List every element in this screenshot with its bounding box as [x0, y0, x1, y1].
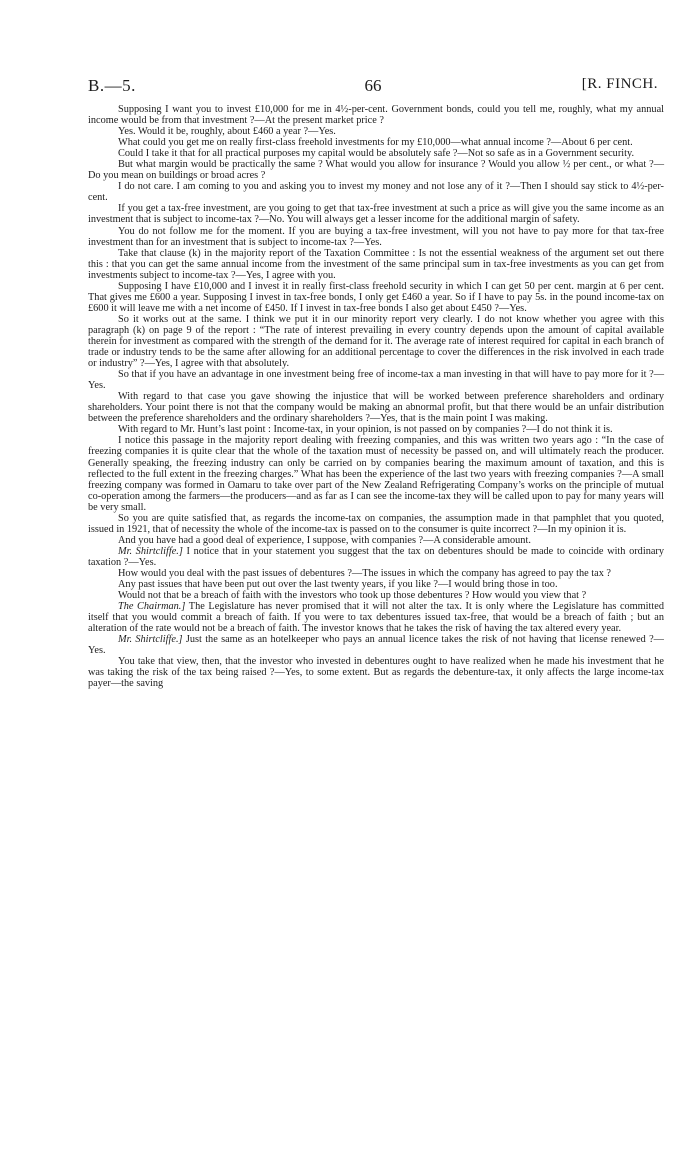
paragraph-text: What could you get me on really first-class freehold investments for my £10,000—what annual income ?—About 6 per cent. — [118, 137, 633, 149]
document-body — [88, 104, 664, 689]
page-number: 66 — [364, 76, 382, 95]
paragraph — [88, 181, 664, 203]
witness-name: [R. FINCH. — [581, 76, 658, 92]
paragraph-text: So you are quite satisfied that, as regards the income-tax on companies, the assumption made in that pamphlet that you quoted, issued in 1921, that of necessity the whole of the income-tax is passed on to the consumer is quite incorrect ?—In my opinion it is. — [88, 512, 664, 535]
paragraph — [88, 203, 664, 225]
paragraph-text: So it works out at the same. I think we put it in our minority report very clearly. I do not know whether you agree with this paragraph (k) on page 9 of the report : “The rate of interest prevailing in every country depends upon the amount of capital available therein for investment as compared with the strength of the demand for it. The average rate of interest required for capital in each branch of trade or industry tends to be the same after allowing for an additional percentage to cover the differences in the risk involved in each trade or industry” ?—Yes, I agree with that absolutely. — [88, 313, 664, 370]
paragraph-text: Just the same as an hotelkeeper who pays an annual licence takes the risk of not having that license renewed ?—Yes. — [88, 634, 664, 657]
paragraph — [88, 513, 664, 535]
paragraph-text: You take that view, then, that the investor who invested in debentures ought to have realized when he made his investment that he was taking the risk of the tax being raised ?—Yes, to some extent. But as regards the debenture-tax, it only affects the large income-tax payer—the saving — [88, 656, 664, 690]
paragraph-text: Supposing I have £10,000 and I invest it in really first-class freehold security in which I can get 50 per cent. margin at 6 per cent. That gives me £600 a year. Supposing I invest in tax-free bonds, I only get £460 a year. So if I have to pay 5s. in the pound income-tax on £600 it will leave me with a net income of £450. If I invest in tax-free bonds I also get about £450 ?—Yes. — [88, 280, 664, 314]
paragraph-text: With regard to Mr. Hunt’s last point : Income-tax, in your opinion, is not passed on by companies ?—I do not think it is. — [118, 424, 613, 436]
paragraph-text: Supposing I want you to invest £10,000 for me in 4½-per-cent. Government bonds, could you tell me, roughly, what my annual income would be from that investment ?—At the present market price ? — [88, 104, 664, 127]
paragraph-text: Could I take it that for all practical purposes my capital would be absolutely safe ?—Not so safe as in a Government security. — [118, 148, 635, 160]
paragraph-text: Take that clause (k) in the majority report of the Taxation Committee : Is not the essential weakness of the argument set out there this : that you can get the same annual income from the investment of the same principal sum in tax-free investments as you can get from investments subject to income-tax ?—Yes, I agree with you. — [88, 247, 664, 281]
paragraph — [88, 590, 664, 601]
paragraph-text: How would you deal with the past issues of debentures ?—The issues in which the company has agreed to pay the tax ? — [118, 567, 611, 579]
paragraph — [88, 281, 664, 314]
paragraph — [88, 535, 664, 546]
report-reference: B.—5. — [88, 76, 136, 95]
paragraph-text: If you get a tax-free investment, are you going to get that tax-free investment at such a price as will give you the same income as an investment that is subject to income-tax ?—No. You will always get a lesser income for the additional margin of safety. — [88, 203, 664, 226]
paragraph — [88, 435, 664, 512]
paragraph — [88, 568, 664, 579]
paragraph-text: The Legislature has never promised that it will not alter the tax. It is only where the Legislature has committed itself that you would commit a breach of faith. If you were to tax debentures issued tax-free, that would be a breach of faith ; but an alteration of the rate would not be a breach of faith. The investor knows that he takes the risk of having the tax altered every year. — [88, 601, 664, 635]
paragraph-text: With regard to that case you gave showing the injustice that will be worked between preference shareholders and ordinary shareholders. Your point there is not that the company would be making an abnormal profit, but that there would be an unfair distribution between the preference shareholders and the ordinary shareholders ?—Yes, that is the main point I was making. — [88, 391, 664, 425]
paragraph — [88, 137, 664, 148]
paragraph — [88, 601, 664, 634]
paragraph — [88, 424, 664, 435]
paragraph — [88, 314, 664, 369]
speaker-label: The Chairman.] — [118, 601, 186, 613]
paragraph — [88, 634, 664, 656]
paragraph-text: Would not that be a breach of faith with the investors who took up those debentures ? How would you view that ? — [118, 590, 587, 602]
paragraph-text: You do not follow me for the moment. If you are buying a tax-free investment, will you not have to pay more for that tax-free investment than for an investment that is subject to income-tax ?—Yes. — [88, 225, 664, 248]
paragraph-text: So that if you have an advantage in one investment being free of income-tax a man investing in that will have to pay more for it ?—Yes. — [88, 369, 664, 392]
paragraph — [88, 656, 664, 689]
paragraph-text: But what margin would be practically the same ? What would you allow for insurance ? Would you allow ½ per cent., or what ?—Do you mean on buildings or broad acres ? — [88, 159, 664, 182]
paragraph — [88, 546, 664, 568]
paragraph — [88, 226, 664, 248]
paragraph — [88, 369, 664, 391]
paragraph-text: I notice that in your statement you suggest that the tax on debentures should be made to coincide with ordinary taxation ?—Yes. — [88, 545, 664, 568]
paragraph — [88, 126, 664, 137]
paragraph — [88, 391, 664, 424]
paragraph — [88, 104, 664, 126]
speaker-label: Mr. Shirtcliffe.] — [118, 634, 183, 646]
paragraph-text: And you have had a good deal of experience, I suppose, with companies ?—A considerable amount. — [118, 534, 531, 546]
paragraph — [88, 579, 664, 590]
paragraph — [88, 248, 664, 281]
page-header — [88, 76, 658, 98]
paragraph-text: I do not care. I am coming to you and asking you to invest my money and not lose any of it ?—Then I should say stick to 4½-per-cent. — [88, 181, 664, 204]
paragraph-text: I notice this passage in the majority report dealing with freezing companies, and this was written two years ago : “In the case of freezing companies it is quite clear that the whole of the taxation must of necessity be passed on, and will ultimately reach the producer. Generally speaking, the freezing industry can only be carried on by companies bearing the maximum amount of taxation, and this is reflected to the full extent in the freezing charges.” What has been the experience of the last two years with freezing companies ?—A small freezing company was formed in Oamaru to take over part of the New Zealand Refrigerating Company’s works on the principle of mutual co-operation among the farmers—the producers—and as far as I can see the income-tax they will be called upon to pay for many years will be very small. — [88, 435, 664, 513]
paragraph-text: Yes. Would it be, roughly, about £460 a year ?—Yes. — [118, 126, 336, 138]
speaker-label: Mr. Shirtcliffe.] — [118, 545, 183, 557]
paragraph-text: Any past issues that have been put out over the last twenty years, if you like ?—I would bring those in too. — [118, 579, 558, 591]
paragraph — [88, 148, 664, 159]
paragraph — [88, 159, 664, 181]
